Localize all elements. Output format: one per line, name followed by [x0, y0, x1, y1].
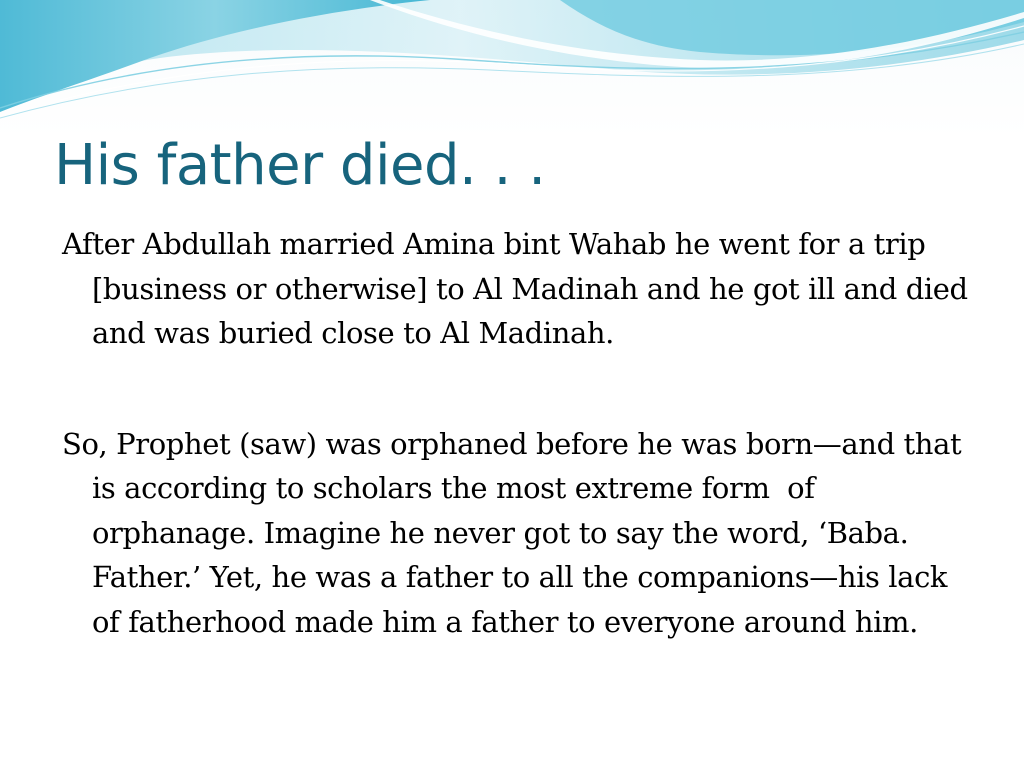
slide-title: His father died. . .: [54, 133, 546, 198]
decorative-wave-header: [0, 0, 1024, 130]
paragraph-father-death: After Abdullah married Amina bint Wahab he went for a trip [business or otherwise] to Al Madinah and he got ill and died and was buried close to Al Madinah.: [62, 227, 977, 350]
paragraph-orphaned: So, Prophet (saw) was orphaned before he was born—and that is according to scholars the most extreme form of orphanage. Imagine he never got to say the word, ‘Baba. Father.’ Yet, he was a father to all the companions—his lack of fatherhood made him a father to everyone around him.: [62, 426, 971, 639]
slide-body: [62, 222, 977, 644]
